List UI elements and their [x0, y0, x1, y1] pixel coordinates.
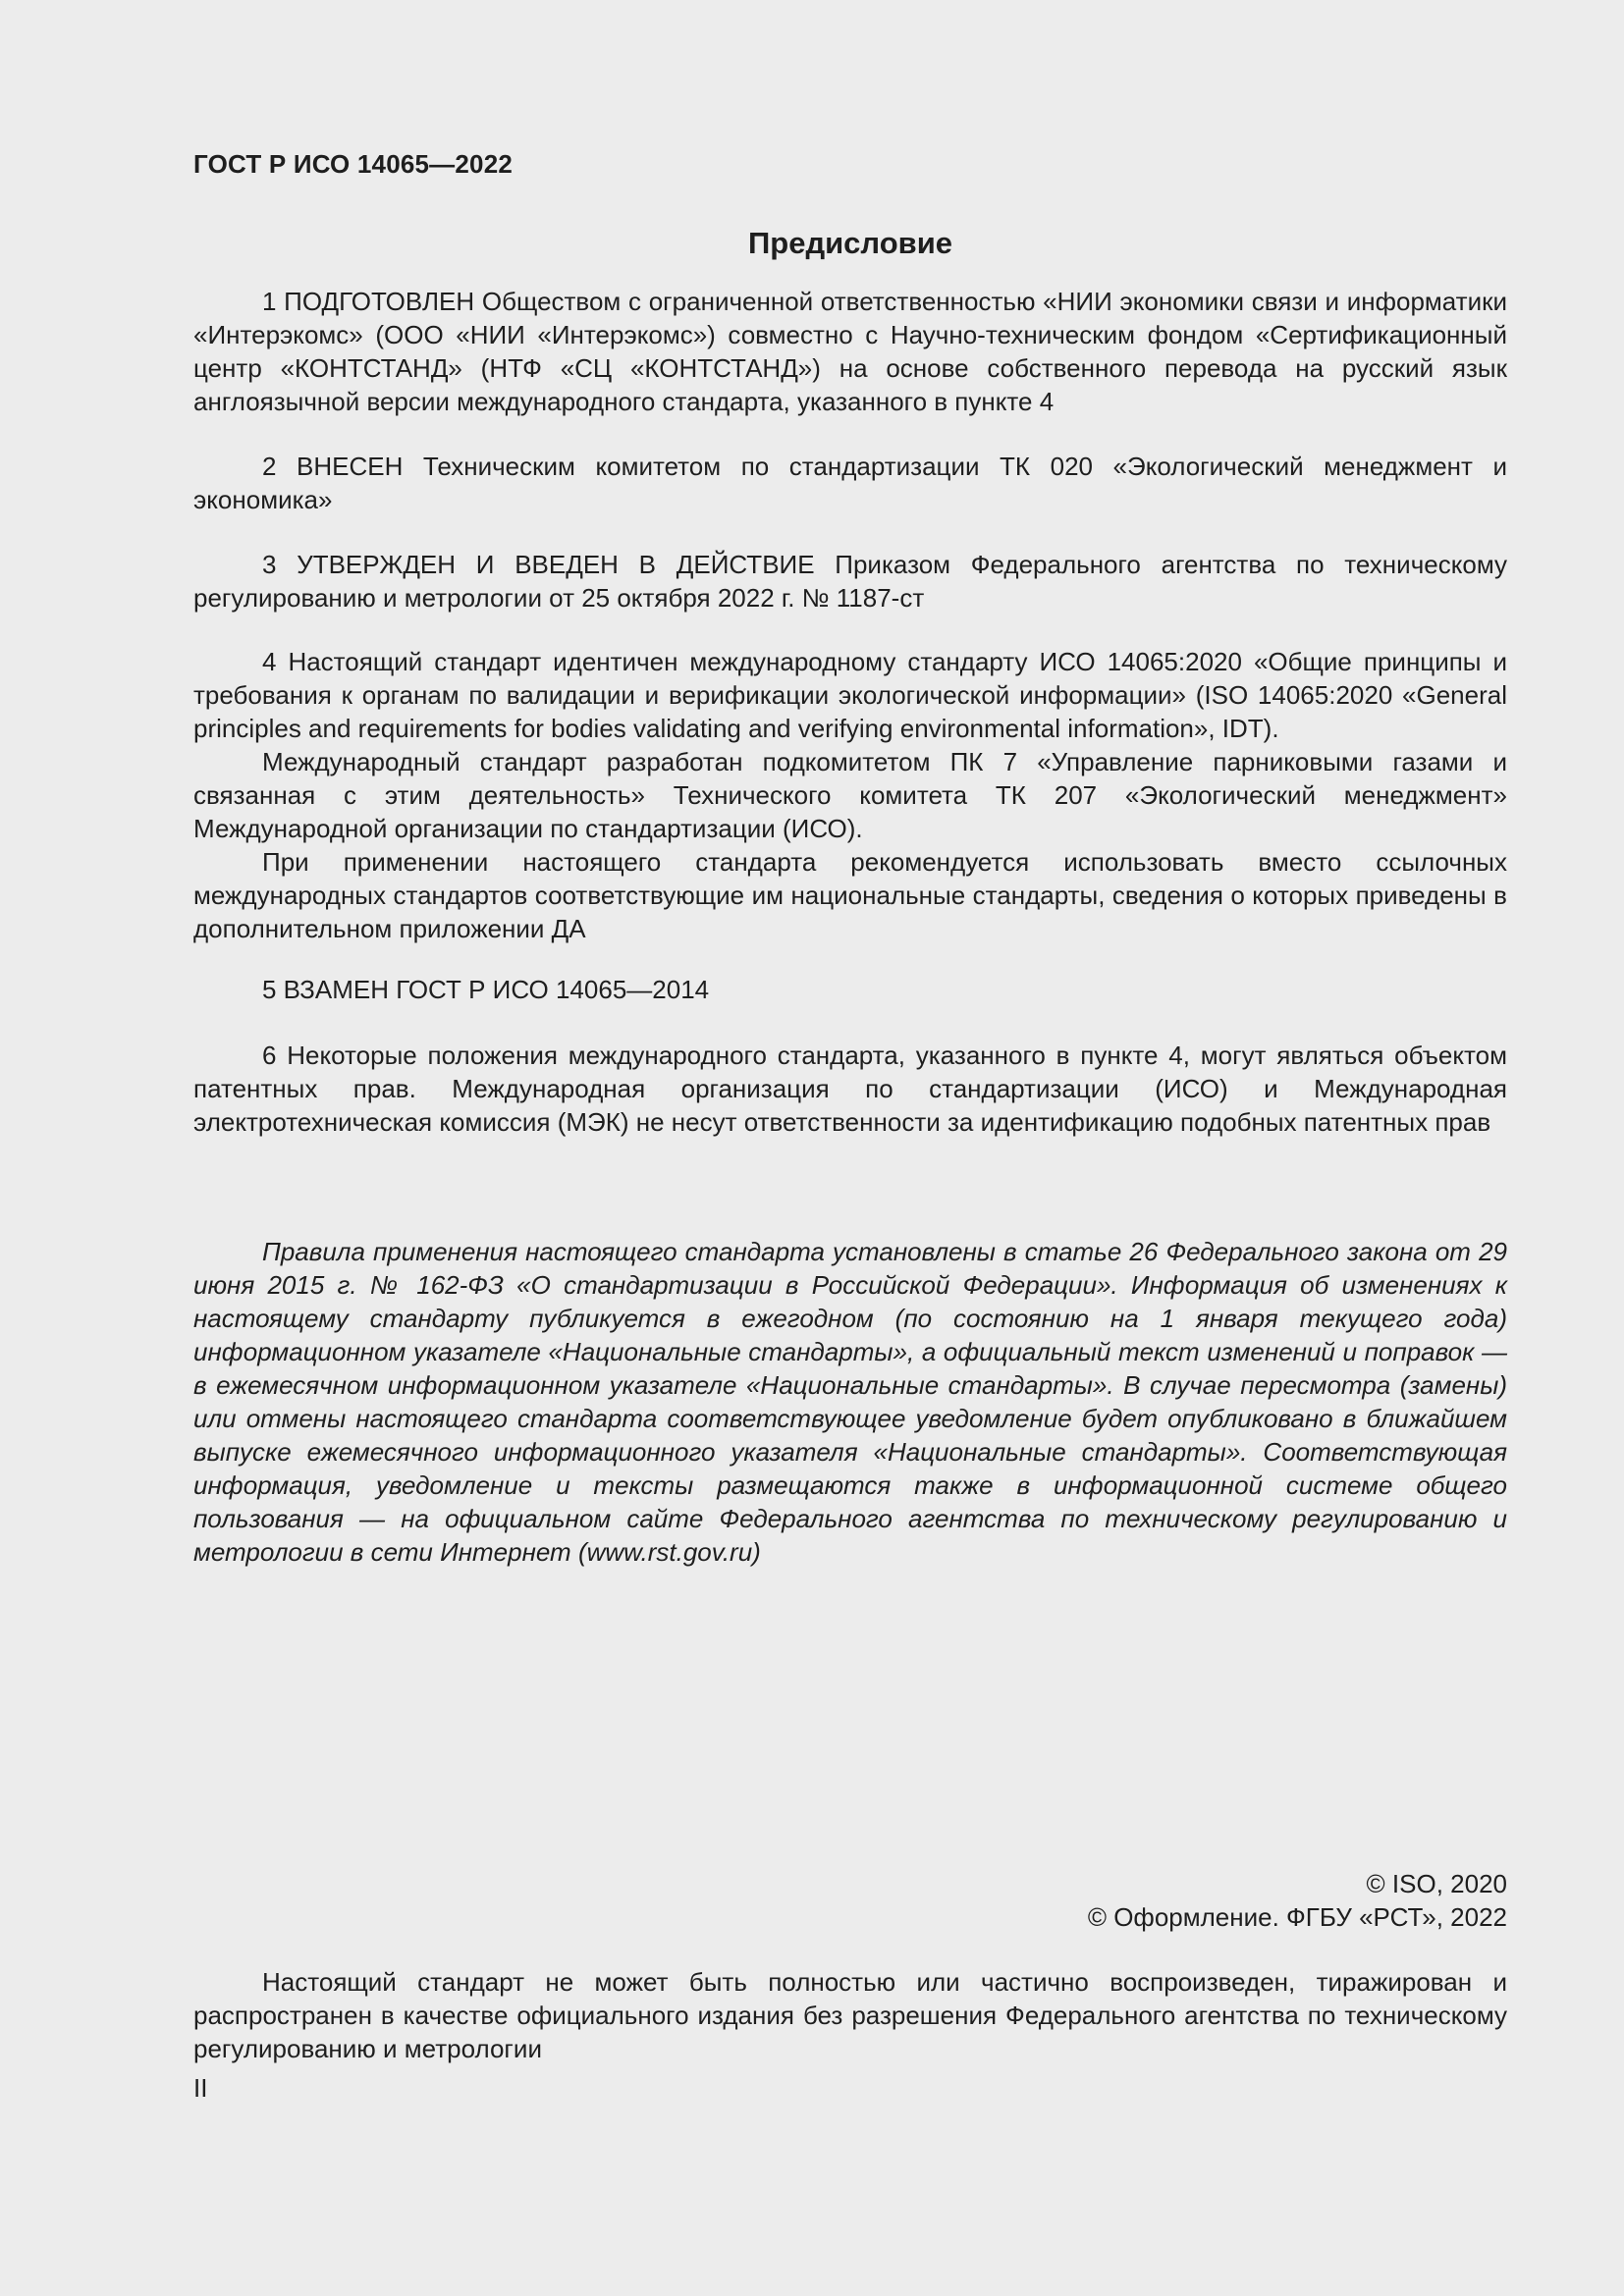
- copyright-block: [1088, 1867, 1507, 1934]
- page-number: II: [193, 2073, 208, 2103]
- preface-item-4-national-standards: При применении настоящего стандарта рекомендуется использовать вместо ссылочных международных стандартов соответствующие им национальные стандарты, сведения о которых приведены в дополнительном приложении ДА: [193, 847, 1507, 943]
- copyright-design: © Оформление. ФГБУ «РСТ», 2022: [1087, 1902, 1507, 1932]
- preface-item-2-text: 2 ВНЕСЕН Техническим комитетом по стандартизации ТК 020 «Экологический менеджмент и экономика»: [193, 452, 1507, 514]
- application-rules-text: Правила применения настоящего стандарта установлены в статье 26 Федерального закона от 29 июня 2015 г. № 162-ФЗ «О стандартизации в Российской Федерации». Информация об изменениях к настоящему стандарту публикуется в ежегодном (по состоянию на 1 января текущего года) информационном указателе «Национальные стандарты», а официальный текст изменений и поправок — в ежемесячном информационном указателе «Национальные стандарты». В случае пересмотра (замены) или отмены настоящего стандарта соответствующее уведомление будет опубликовано в ближайшем выпуске ежемесячного информационного указателя «Национальные стандарты». Соответствующая информация, уведомление и тексты размещаются также в информационной системе общего пользования — на официальном сайте Федерального агентства по техническому регулированию и метрологии в сети Интернет (www.rst.gov.ru): [193, 1237, 1507, 1567]
- preface-item-4: [193, 645, 1507, 945]
- preface-item-4-text: 4 Настоящий стандарт идентичен международному стандарту ИСО 14065:2020 «Общие принципы и требования к органам по валидации и верификации экологической информации» (ISO 14065:2020 «General principles and requirements for bodies validating and verifying environmental information», IDT).: [193, 647, 1507, 743]
- page-title: Предисловие: [747, 226, 952, 260]
- preface-item-1-text: 1 ПОДГОТОВЛЕН Обществом с ограниченной ответственностью «НИИ экономики связи и информатики «Интерэкомс» (ООО «НИИ «Интерэкомс») совместно с Научно-техническим фондом «Сертификационный центр «КОНТСТАНД» (НТФ «СЦ «КОНТСТАНД») на основе собственного перевода на русский язык англоязычной версии международного стандарта, указанного в пункте 4: [193, 287, 1507, 416]
- preface-item-6-text: 6 Некоторые положения международного стандарта, указанного в пункте 4, могут являться объектом патентных прав. Международная организация по стандартизации (ИСО) и Международная электротехническая комиссия (МЭК) не несут ответственности за идентификацию подобных патентных прав: [193, 1041, 1507, 1137]
- copyright-iso: © ISO, 2020: [1366, 1869, 1507, 1898]
- preface-item-3: [193, 548, 1507, 614]
- preface-item-2: [193, 450, 1507, 516]
- preface-item-4-subcommittee: Международный стандарт разработан подкомитетом ПК 7 «Управление парниковыми газами и связанная с этим деятельность» Технического комитета ТК 207 «Экологический менеджмент» Международной организации по стандартизации (ИСО).: [193, 747, 1507, 843]
- document-page: [193, 0, 1507, 2296]
- document-code-header: ГОСТ Р ИСО 14065—2022: [193, 149, 514, 179]
- preface-item-5-text: 5 ВЗАМЕН ГОСТ Р ИСО 14065—2014: [262, 975, 710, 1004]
- preface-item-5: [193, 973, 1507, 1006]
- preface-item-6: [193, 1039, 1507, 1139]
- preface-item-1: [193, 285, 1507, 418]
- reproduction-notice-text: Настоящий стандарт не может быть полностью или частично воспроизведен, тиражирован и распространен в качестве официального издания без разрешения Федерального агентства по техническому регулированию и метрологии: [193, 1967, 1507, 2063]
- application-rules-note: [193, 1235, 1507, 1569]
- reproduction-notice: [193, 1965, 1507, 2065]
- preface-item-3-text: 3 УТВЕРЖДЕН И ВВЕДЕН В ДЕЙСТВИЕ Приказом Федерального агентства по техническому регулированию и метрологии от 25 октября 2022 г. № 1187-ст: [193, 550, 1507, 613]
